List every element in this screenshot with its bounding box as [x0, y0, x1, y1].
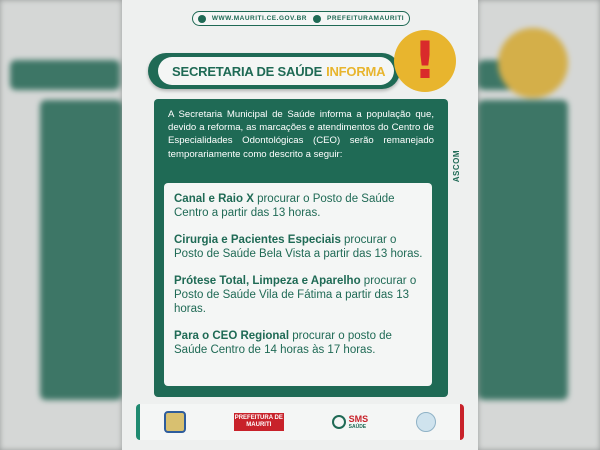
item-heading: Para o CEO Regional [174, 330, 290, 342]
item-heading: Cirurgia e Pacientes Especiais [174, 234, 341, 246]
mauriti-logo-line1: PREFEITURA DE [234, 415, 283, 421]
prefeitura-mauriti-logo [234, 413, 284, 431]
item-heading: Canal e Raio X [174, 193, 254, 205]
item-text: procurar o posto de Saúde Centro de 14 horas às 17 horas. [174, 330, 392, 356]
title-accent: INFORMA [326, 63, 386, 79]
warning-symbol: ! [413, 31, 437, 91]
list-item [174, 274, 424, 316]
blurred-background-right [478, 0, 600, 450]
sms-logo-label: SMS [348, 414, 369, 424]
warning-icon [394, 30, 456, 92]
website-text: WWW.MAURITI.CE.GOV.BR [211, 15, 307, 22]
list-item [174, 192, 424, 220]
item-heading: Prótese Total, Limpeza e Aparelho [174, 275, 361, 287]
item-text: procurar o Posto de Saúde Bela Vista a partir das 13 horas. [174, 234, 423, 260]
footer-logos [136, 404, 464, 440]
title-main: SECRETARIA DE SAÚDE [172, 63, 323, 79]
globe-icon [198, 15, 206, 23]
mauriti-logo-line2: MAURITI [246, 422, 272, 428]
sms-logo-sub: SAÚDE [348, 424, 367, 430]
intro-text: A Secretaria Municipal de Saúde informa a população que, devido a reforma, as marcações e atendimentos do Centro de Especialidades Odontológicas (CEO) serão remanejado temporariamente como descrito a seguir: [168, 109, 434, 160]
blurred-background-left [0, 0, 122, 450]
sms-logo [332, 414, 369, 430]
announcement-poster [122, 0, 478, 450]
item-text: procurar o Posto de Saúde Vila de Fátima a partir das 13 horas. [174, 275, 417, 315]
list-item [174, 233, 424, 261]
ceo-logo [416, 412, 436, 432]
social-icon [313, 15, 321, 23]
heart-icon [332, 415, 346, 429]
contact-bar [192, 11, 410, 26]
list-item [174, 329, 424, 357]
page-title [158, 57, 394, 85]
social-handle: PREFEITURAMAURITI [327, 15, 405, 22]
instructions-box [164, 183, 432, 386]
item-text: procurar o Posto de Saúde Centro a partir das 13 horas. [174, 193, 395, 219]
ascom-tag: ASCOM [452, 150, 461, 183]
municipal-crest-logo [164, 411, 186, 433]
